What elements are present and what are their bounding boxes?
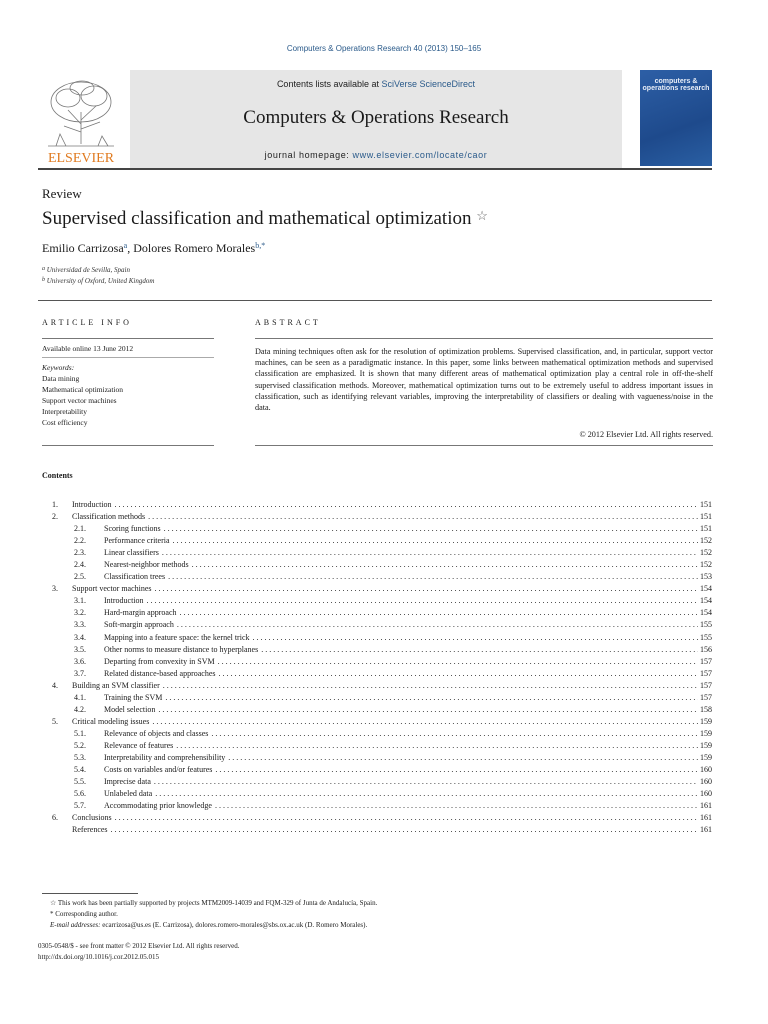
affiliation-text: Universidad de Sevilla, Spain (46, 266, 130, 274)
sciencedirect-link[interactable]: SciVerse ScienceDirect (381, 79, 476, 89)
toc-entry-number: 3.7. (74, 668, 86, 678)
toc-entry-page[interactable]: 157 (700, 680, 712, 690)
toc-entry-page[interactable]: 161 (700, 825, 712, 835)
toc-entry-title[interactable] (104, 523, 712, 535)
toc-entry-page[interactable]: 154 (700, 596, 712, 606)
toc-entry-title[interactable] (104, 800, 712, 812)
article-title (42, 208, 488, 230)
toc-entry-title-text[interactable]: Model selection (104, 704, 156, 714)
toc-entry-title-text[interactable]: Scoring functions (104, 524, 161, 534)
email-footnote (50, 921, 367, 929)
affiliation-sup: b (42, 277, 45, 283)
toc-entry[interactable] (42, 692, 712, 704)
corresponding-author-note: * Corresponding author. (50, 910, 118, 918)
toc-entry[interactable] (42, 656, 712, 668)
toc-entry[interactable] (42, 583, 712, 595)
journal-title: Computers & Operations Research (243, 107, 509, 128)
toc-entry-title-text[interactable]: Training the SVM (104, 692, 163, 702)
toc-entry-title-text[interactable]: Classification methods (72, 512, 146, 522)
toc-entry-title-text[interactable]: Building an SVM classifier (72, 680, 160, 690)
toc-entry-title[interactable] (104, 692, 712, 704)
toc-entry-page[interactable]: 152 (700, 560, 712, 570)
toc-entry-page[interactable]: 161 (700, 813, 712, 823)
abstract-rule (255, 445, 713, 446)
toc-entry[interactable] (42, 644, 712, 656)
journal-reference[interactable]: Computers & Operations Research 40 (2013) 150–165 (286, 44, 482, 53)
author-name[interactable]: Emilio Carrizosa (42, 241, 124, 255)
toc-entry-number: 2.1. (74, 524, 86, 534)
toc-entry[interactable] (42, 523, 712, 535)
toc-entry-number: 5.1. (74, 728, 86, 738)
toc-entry[interactable] (42, 728, 712, 740)
toc-entry-page[interactable]: 157 (700, 692, 712, 702)
toc-entry-title[interactable] (104, 559, 712, 571)
toc-entry[interactable] (42, 619, 712, 631)
toc-entry-title[interactable] (72, 583, 712, 595)
toc-entry-title[interactable] (104, 656, 712, 668)
toc-entry-number: 5. (52, 716, 58, 726)
author-name[interactable]: Dolores Romero Morales (133, 241, 256, 255)
toc-entry[interactable] (42, 680, 712, 692)
homepage-prefix: journal homepage: (264, 150, 353, 160)
toc-entry-title[interactable] (72, 680, 712, 692)
toc-entry-title[interactable] (72, 824, 712, 836)
toc-entry-number: 2.2. (74, 536, 86, 546)
toc-entry-title-text[interactable]: Mapping into a feature space: the kernel trick (104, 632, 250, 642)
publisher-wordmark: ELSEVIER (47, 151, 115, 166)
contents-availability-line (130, 79, 622, 89)
toc-entry-number: 2.4. (74, 560, 86, 570)
article-info-rule (42, 445, 214, 446)
toc-entry[interactable] (42, 535, 712, 547)
abstract-text: Data mining techniques often ask for the resolution of optimization problems. Supervised classification, and, in particular, support vector machines, can be seen as a paradigmatic instance. In this paper, some links between mathematical optimization methods and supervised classification are emphasized. It is shown that many different areas of mathematical optimization play a central role in off-the-shelf supervised classification methods. Moreover, mathematical optimization turns out to be extremely useful to address important issues in classification, such as identifying relevant variables, improving the interpretability of classifiers or dealing with vagueness/noise in the data. (255, 347, 713, 413)
toc-entry[interactable] (42, 716, 712, 728)
toc-entry-number: 2.5. (74, 572, 86, 582)
keyword: Interpretability (42, 407, 87, 416)
toc-entry-title-text[interactable]: Relevance of objects and classes (104, 728, 209, 738)
toc-entry-title-text[interactable]: Accommodating prior knowledge (104, 801, 212, 811)
toc-entry[interactable] (42, 571, 712, 583)
toc-entry[interactable] (42, 776, 712, 788)
keywords-label: Keywords: (42, 363, 75, 372)
toc-entry-page[interactable]: 159 (700, 740, 712, 750)
doi-link[interactable]: http://dx.doi.org/10.1016/j.cor.2012.05.015 (38, 953, 160, 961)
toc-entry[interactable] (42, 595, 712, 607)
toc-entry-page[interactable]: 160 (700, 765, 712, 775)
toc-entry[interactable] (42, 764, 712, 776)
contents-heading: Contents (42, 471, 73, 480)
toc-entry-title-text[interactable]: Related distance-based approaches (104, 668, 216, 678)
toc-entry-title-text[interactable]: Critical modeling issues (72, 716, 150, 726)
affiliation-sup: a (42, 266, 45, 272)
funding-footnote: ☆ This work has been partially supported by projects MTM2009-14039 and FQM-329 of Junta de Andalucía, Spain. (50, 899, 378, 907)
abstract-heading: ABSTRACT (255, 318, 321, 327)
toc-entry-title[interactable] (104, 607, 712, 619)
keyword: Cost efficiency (42, 418, 88, 427)
toc-entry-title-text[interactable]: Performance criteria (104, 536, 170, 546)
toc-entry-title-text[interactable]: Hard-margin approach (104, 608, 177, 618)
toc-entry-page[interactable]: 154 (700, 608, 712, 618)
toc-entry-number: 3.5. (74, 644, 86, 654)
toc-entry-number: 5.3. (74, 752, 86, 762)
toc-entry-number: 3.6. (74, 656, 86, 666)
toc-entry-number: 5.4. (74, 765, 86, 775)
toc-entry-title-text[interactable]: Introduction (72, 500, 112, 509)
toc-entry-page[interactable]: 159 (700, 716, 712, 726)
toc-entry-page[interactable]: 159 (700, 752, 712, 762)
toc-entry-page[interactable]: 157 (700, 656, 712, 666)
homepage-link[interactable]: www.elsevier.com/locate/caor (352, 150, 488, 160)
toc-entry-page[interactable]: 151 (700, 500, 712, 509)
available-online-date: Available online 13 June 2012 (42, 344, 134, 353)
toc-entry-title-text[interactable]: Conclusions (72, 813, 112, 823)
toc-entry-page[interactable]: 154 (700, 584, 712, 594)
toc-entry-page[interactable]: 156 (700, 644, 712, 654)
toc-entry[interactable] (42, 511, 712, 523)
toc-entry-title[interactable] (104, 764, 712, 776)
toc-entry-number: 4.1. (74, 692, 86, 702)
author-affiliation-sup[interactable]: b,* (255, 241, 266, 250)
author-list (42, 241, 265, 256)
toc-entry-title-text[interactable]: Relevance of features (104, 740, 174, 750)
toc-entry-number: 6. (52, 813, 58, 823)
footnote-rule (42, 893, 138, 894)
toc-entry[interactable] (42, 668, 712, 680)
toc-entry-number: 3.3. (74, 620, 86, 630)
toc-entry[interactable] (42, 607, 712, 619)
toc-entry-page[interactable]: 151 (700, 524, 712, 534)
header-divider (38, 168, 712, 170)
toc-entry-title[interactable] (104, 740, 712, 752)
article-info-rule (42, 338, 214, 339)
toc-entry[interactable] (42, 788, 712, 800)
affiliation-text: University of Oxford, United Kingdom (46, 277, 155, 285)
toc-entry-title[interactable] (104, 704, 712, 716)
toc-entry-title[interactable] (72, 511, 712, 523)
author-separator: , (127, 241, 134, 255)
article-info-rule (42, 357, 214, 358)
toc-entry-title[interactable] (104, 547, 712, 559)
toc-entry-number: 5.7. (74, 801, 86, 811)
section-divider (38, 300, 712, 301)
toc-entry[interactable] (42, 824, 712, 836)
toc-entry-title[interactable] (104, 752, 712, 764)
toc-entry-title[interactable] (104, 788, 712, 800)
toc-entry-number: 2.3. (74, 548, 86, 558)
toc-entry-number: 3. (52, 584, 58, 594)
cover-title: computers & operations research (642, 78, 710, 92)
keywords-block (42, 362, 123, 428)
toc-entry-title-text[interactable]: Classification trees (104, 572, 166, 582)
toc-entry-title-text[interactable]: Unlabeled data (104, 789, 153, 799)
email-label: E-mail addresses: (50, 921, 101, 929)
issn-line: 0305-0548/$ - see front matter © 2012 Elsevier Ltd. All rights reserved. (38, 942, 240, 950)
keyword: Data mining (42, 374, 80, 383)
toc-entry-title-text[interactable]: Linear classifiers (104, 548, 159, 558)
toc-entry-title-text[interactable]: Nearest-neighbor methods (104, 560, 189, 570)
toc-entry[interactable] (42, 812, 712, 824)
article-info-heading: ARTICLE INFO (42, 318, 132, 327)
toc-entry-page[interactable]: 153 (700, 572, 712, 582)
keyword: Mathematical optimization (42, 385, 124, 394)
toc-entry-title-text[interactable]: Interpretability and comprehensibility (104, 752, 226, 762)
toc-entry[interactable] (42, 704, 712, 716)
toc-entry-title-text[interactable]: Imprecise data (104, 777, 151, 787)
table-of-contents (42, 499, 712, 836)
toc-entry-title[interactable] (72, 716, 712, 728)
contents-prefix: Contents lists available at (276, 79, 382, 89)
article-title-text: Supervised classification and mathematical optimization (42, 208, 472, 229)
toc-entry-title[interactable] (104, 535, 712, 547)
affiliation (42, 277, 154, 285)
toc-entry-title[interactable] (104, 632, 712, 644)
toc-entry-title[interactable] (72, 812, 712, 824)
toc-entry-title-text[interactable]: Other norms to measure distance to hyperplanes (104, 644, 259, 654)
toc-entry[interactable] (42, 499, 712, 511)
toc-entry-page[interactable]: 161 (700, 801, 712, 811)
toc-entry-title-text[interactable]: Costs on variables and/or features (104, 765, 213, 775)
toc-entry[interactable] (42, 632, 712, 644)
toc-entry-page[interactable]: 158 (700, 704, 712, 714)
toc-entry-title-text[interactable]: Soft-margin approach (104, 620, 174, 630)
toc-entry-page[interactable]: 160 (700, 789, 712, 799)
toc-entry-number: 4.2. (74, 704, 86, 714)
toc-entry-number: 3.4. (74, 632, 86, 642)
elsevier-tree-logo (38, 74, 124, 166)
toc-entry-number: 5.5. (74, 777, 86, 787)
toc-entry-number: 1. (52, 500, 58, 509)
toc-entry-title-text[interactable]: References (72, 825, 108, 835)
abstract-copyright: © 2012 Elsevier Ltd. All rights reserved. (579, 430, 713, 439)
toc-entry-number: 4. (52, 680, 58, 690)
toc-entry-title-text[interactable]: Support vector machines (72, 584, 152, 594)
toc-entry-page[interactable]: 155 (700, 632, 712, 642)
toc-entry-title-text[interactable]: Introduction (104, 596, 144, 606)
toc-entry-page[interactable]: 152 (700, 536, 712, 546)
toc-entry-number: 3.2. (74, 608, 86, 618)
author-affiliation-sup[interactable]: a (123, 241, 128, 250)
title-footnote-star-icon[interactable]: ☆ (476, 208, 488, 223)
toc-entry-page[interactable]: 160 (700, 777, 712, 787)
toc-entry-title-text[interactable]: Departing from convexity in SVM (104, 656, 215, 666)
toc-entry-title[interactable] (72, 499, 712, 511)
keyword: Support vector machines (42, 396, 117, 405)
toc-entry-page[interactable]: 155 (700, 620, 712, 630)
toc-entry-number: 5.6. (74, 789, 86, 799)
toc-entry-title[interactable] (104, 571, 712, 583)
toc-entry-title[interactable] (104, 595, 712, 607)
toc-entry[interactable] (42, 800, 712, 812)
email-addresses[interactable]: ecarrizosa@us.es (E. Carrizosa), dolores.romero-morales@sbs.ox.ac.uk (D. Romero Morales). (100, 921, 368, 929)
journal-homepage-line (130, 150, 622, 160)
toc-entry[interactable] (42, 547, 712, 559)
toc-entry-page[interactable]: 157 (700, 668, 712, 678)
toc-entry[interactable] (42, 752, 712, 764)
toc-entry-title[interactable] (104, 776, 712, 788)
toc-entry-number: 3.1. (74, 596, 86, 606)
affiliation (42, 266, 130, 274)
toc-entry-title[interactable] (104, 619, 712, 631)
toc-entry-number: 2. (52, 512, 58, 522)
toc-entry-page[interactable]: 152 (700, 548, 712, 558)
toc-entry-number: 5.2. (74, 740, 86, 750)
toc-entry-page[interactable]: 159 (700, 728, 712, 738)
toc-entry-title[interactable] (104, 668, 712, 680)
toc-entry-page[interactable]: 151 (700, 512, 712, 522)
toc-entry-title[interactable] (104, 644, 712, 656)
article-type: Review (42, 186, 82, 201)
toc-entry[interactable] (42, 740, 712, 752)
toc-entry[interactable] (42, 559, 712, 571)
abstract-rule (255, 338, 713, 339)
toc-entry-title[interactable] (104, 728, 712, 740)
